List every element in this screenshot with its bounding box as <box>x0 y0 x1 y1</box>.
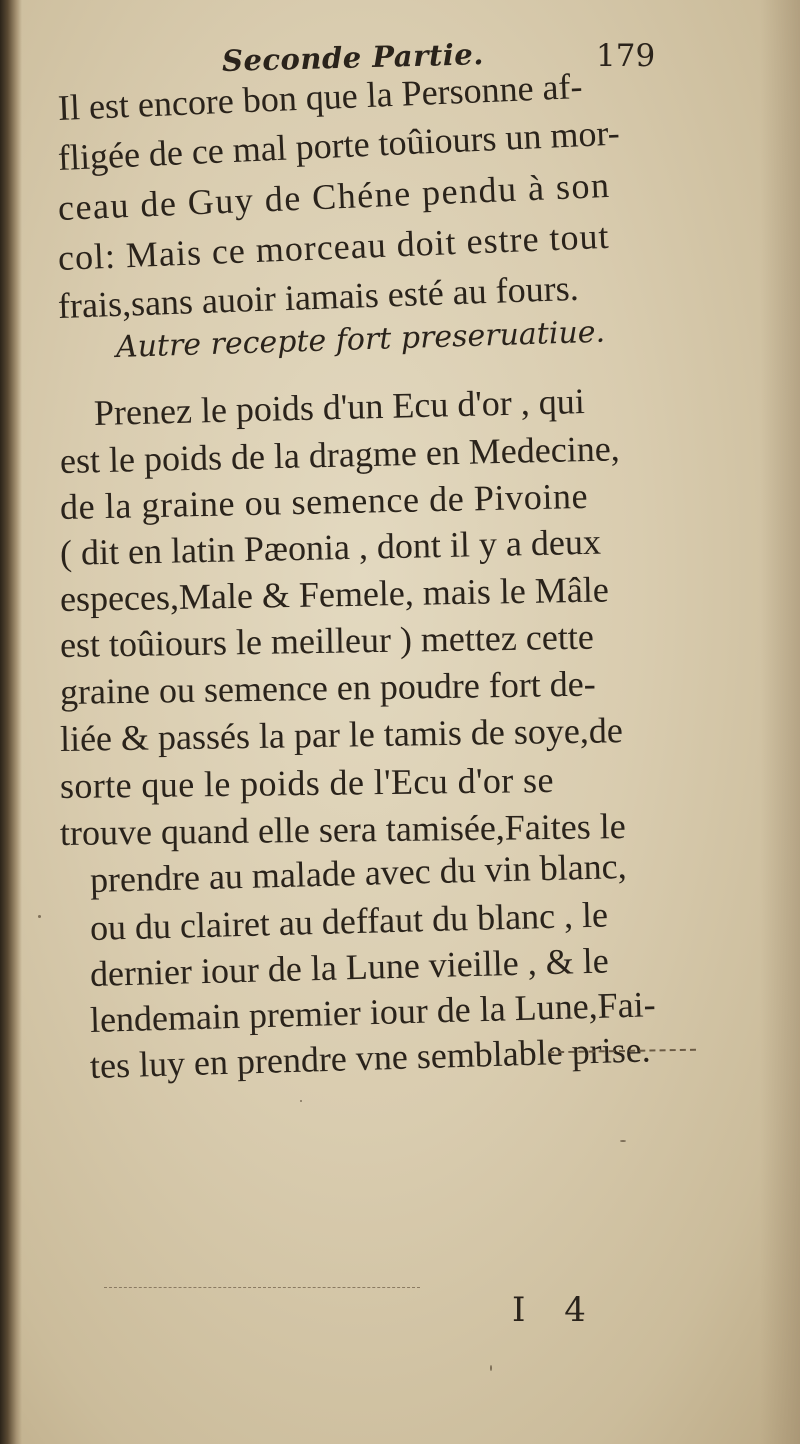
paper-speck <box>490 1365 492 1371</box>
bleed-through-rule <box>104 1287 420 1288</box>
text-line: frais,sans auoir iamais esté au fours. <box>57 267 580 326</box>
text-line: Prenez le poids d'un Ecu d'or , qui <box>93 381 586 433</box>
paper-speck <box>300 1100 302 1102</box>
text-line: prendre au malade avec du vin blanc, <box>89 845 628 900</box>
text-line: especes,Male & Femele, mais le Mâle <box>59 569 610 619</box>
text-line: lendemain premier iour de la Lune,Fai- <box>89 984 657 1040</box>
paper-speck <box>38 915 41 918</box>
text-line: de la graine ou semence de Pivoine <box>59 475 589 527</box>
text-line: Il est encore bon que la Personne af- <box>57 66 584 128</box>
text-line: ou du clairet au deffaut du blanc , le <box>89 894 609 948</box>
text-line: col: Mais ce morceau doit estre tout <box>57 215 611 278</box>
text-line: est toûiours le meilleur ) mettez cette <box>59 616 595 665</box>
text-line: liée & passés la par le tamis de soye,de <box>59 710 624 759</box>
signature-mark: I 4 <box>512 1290 600 1330</box>
paper-speck <box>620 1140 626 1142</box>
text-line: graine ou semence en poudre fort de- <box>59 663 597 712</box>
text-line: trouve quand elle sera tamisée,Faites le <box>59 806 626 853</box>
text-line: ceau de Guy de Chéne pendu à son <box>57 164 612 228</box>
section-heading: Autre recepte fort preseruatiue. <box>115 314 606 365</box>
binding-gutter <box>0 0 22 1444</box>
page-edge-shadow <box>760 0 800 1444</box>
text-line: ( dit en latin Pæonia , dont il y a deux <box>59 521 602 573</box>
text-line: fligée de ce mal porte toûiours un mor- <box>57 112 621 178</box>
text-line: est le poids de la dragme en Medecine, <box>59 428 621 481</box>
page-number: 179 <box>596 38 656 74</box>
text-line: dernier iour de la Lune vieille , & le <box>89 940 610 994</box>
text-line: sorte que le poids de l'Ecu d'or se <box>59 759 555 806</box>
text-line: tes luy en prendre vne semblable prise. <box>89 1029 652 1086</box>
running-title: Seconde Partie. <box>221 37 485 78</box>
